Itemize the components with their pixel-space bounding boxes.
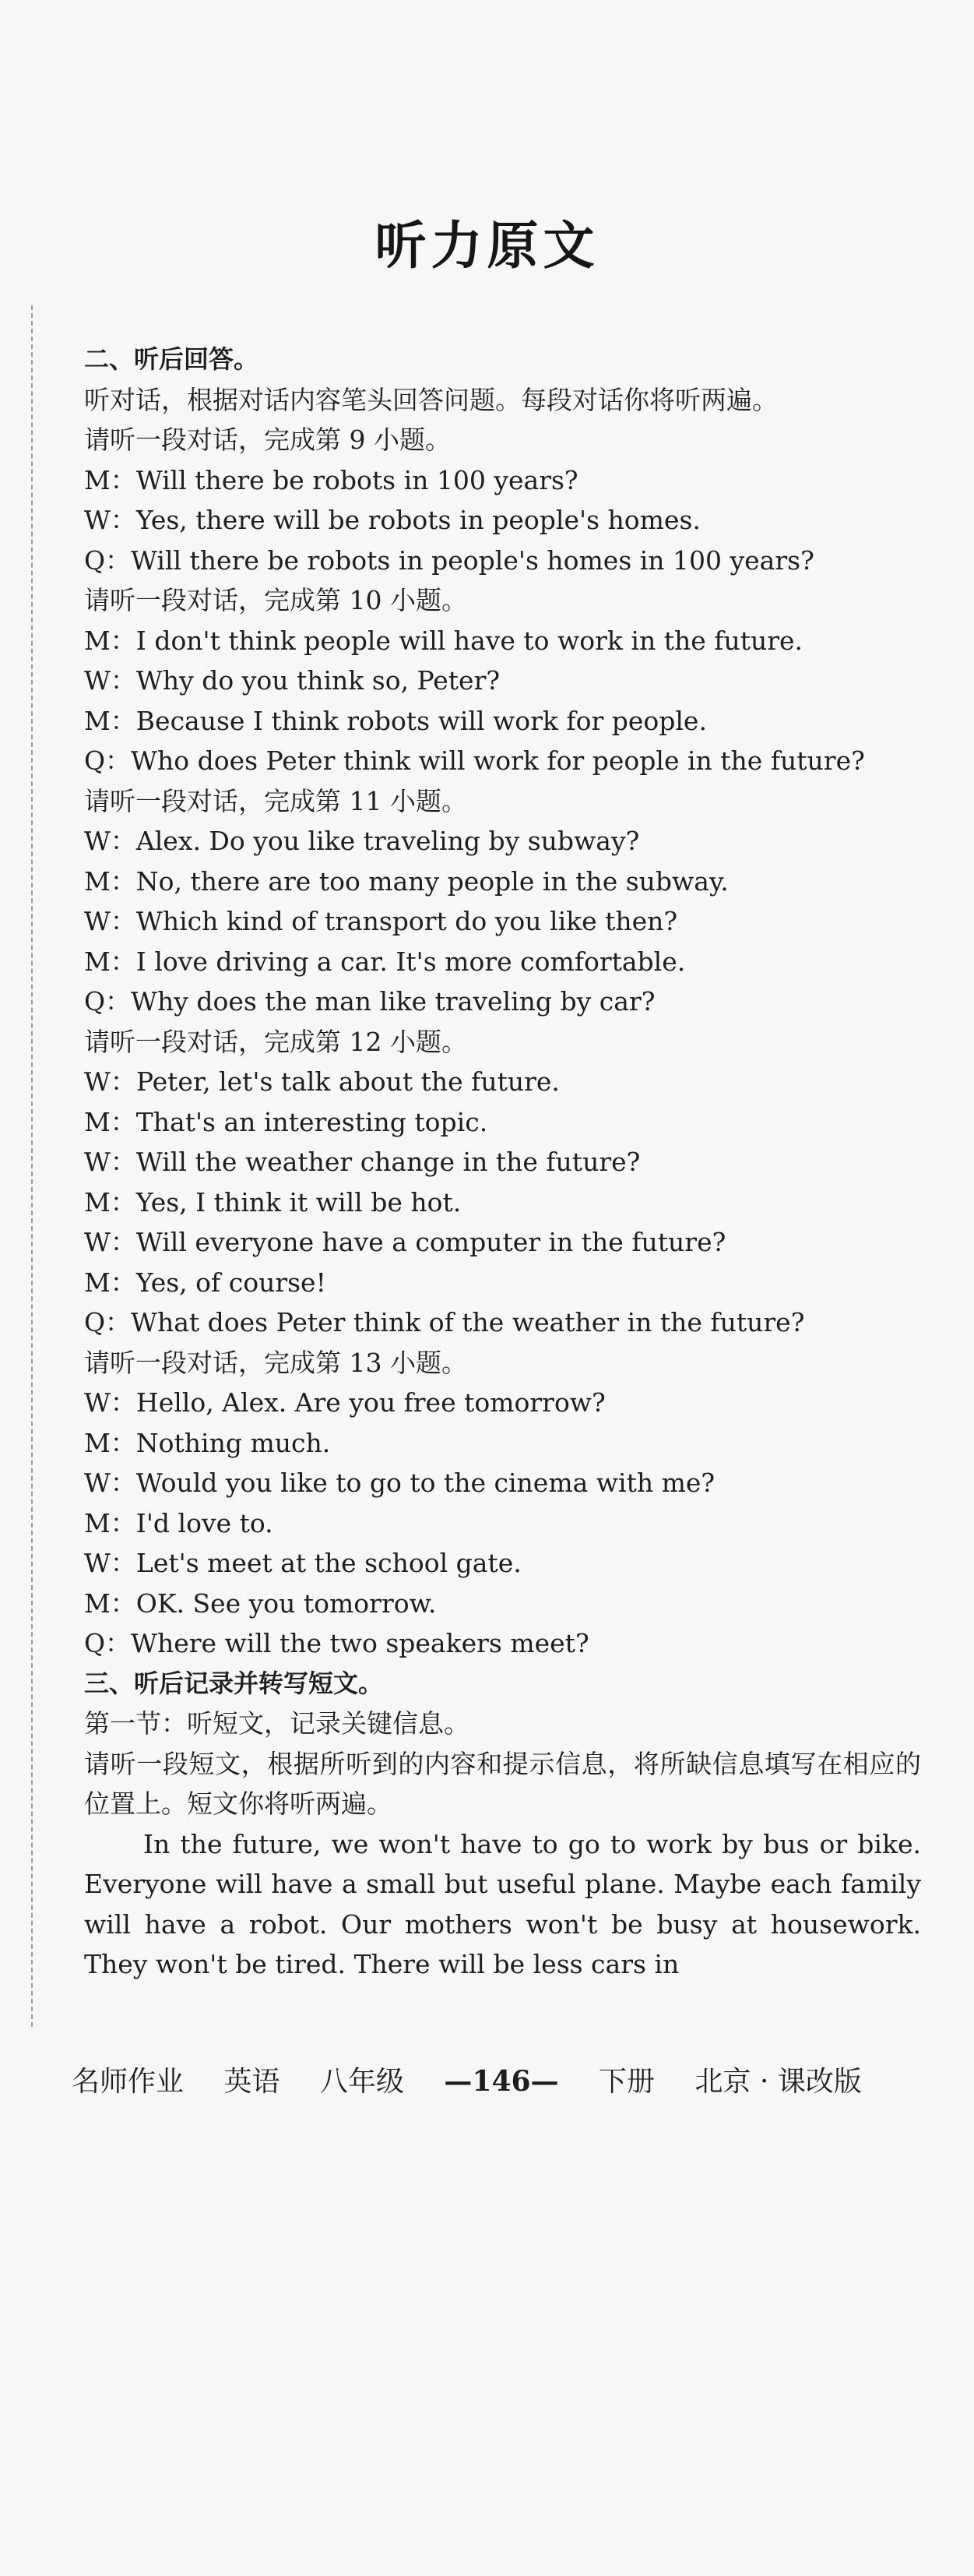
dialogue-line: M：Yes, I think it will be hot. bbox=[84, 1186, 462, 1218]
dialogue-line: M：Because I think robots will work for people. bbox=[84, 705, 707, 736]
page-footer bbox=[72, 2060, 912, 2099]
section-heading: 二、听后回答。 bbox=[84, 344, 259, 374]
footer-volume: 下册 bbox=[599, 2066, 656, 2098]
dialogue-line: W：Alex. Do you like traveling by subway? bbox=[84, 826, 640, 856]
dialogue-line: W：Will the weather change in the future? bbox=[84, 1147, 641, 1177]
footer-page-number: —146— bbox=[444, 2065, 559, 2098]
dialogue-question: Q：Why does the man like traveling by car? bbox=[84, 986, 656, 1017]
dialogue-line: M：Nothing much. bbox=[84, 1427, 331, 1458]
dialogue-line: M：No, there are too many people in the subway. bbox=[84, 865, 729, 897]
dialogue-question: Q：Where will the two speakers meet? bbox=[84, 1628, 589, 1658]
dialogue-question: Q：Who does Peter think will work for people in the future? bbox=[84, 745, 865, 776]
section-instruction: 听对话，根据对话内容笔头回答问题。每段对话你将听两遍。 bbox=[84, 384, 778, 415]
dialogue-line: M：OK. See you tomorrow. bbox=[84, 1588, 437, 1619]
dialogue-line: M：Yes, of course! bbox=[84, 1267, 326, 1298]
dialogue-line: M：I don't think people will have to work in the future. bbox=[84, 625, 803, 656]
footer-grade: 八年级 bbox=[319, 2066, 404, 2098]
dialogue-line: W：Peter, let's talk about the future. bbox=[84, 1066, 560, 1097]
dialogue-line: M：I'd love to. bbox=[84, 1507, 273, 1538]
dialogue-intro: 请听一段对话，完成第 10 小题。 bbox=[84, 585, 467, 615]
dialogue-line: M：I love driving a car. It's more comfortable. bbox=[84, 946, 686, 977]
section-instruction: 请听一段短文，根据所听到的内容和提示信息，将所缺信息填写在相应的位置上。短文你将听两遍。 bbox=[84, 1748, 921, 1819]
footer-edition: 北京 · 课改版 bbox=[694, 2066, 862, 2098]
dialogue-question: Q：What does Peter think of the weather in the future? bbox=[84, 1307, 805, 1337]
dialogue-intro: 请听一段对话，完成第 11 小题。 bbox=[84, 785, 467, 816]
dialogue-intro: 请听一段对话，完成第 12 小题。 bbox=[84, 1026, 467, 1057]
margin-dashed-rule bbox=[31, 305, 33, 2027]
section-heading: 三、听后记录并转写短文。 bbox=[84, 1668, 384, 1698]
dialogue-line: M：Will there be robots in 100 years? bbox=[84, 464, 578, 495]
dialogue-line: W：Hello, Alex. Are you free tomorrow? bbox=[84, 1387, 606, 1418]
footer-subject: 英语 bbox=[223, 2066, 280, 2098]
dialogue-question: Q：Will there be robots in people's homes in 100 years? bbox=[84, 544, 814, 576]
dialogue-line: W：Why do you think so, Peter? bbox=[84, 665, 501, 696]
dialogue-line: W：Let's meet at the school gate. bbox=[84, 1548, 522, 1578]
dialogue-line: W：Which kind of transport do you like then? bbox=[84, 906, 678, 936]
dialogue-line: W：Will everyone have a computer in the future? bbox=[84, 1227, 726, 1257]
passage-text: In the future, we won't have to go to work by bus or bike. Everyone will have a small but useful plane. Maybe each family will have a robot. Our mothers won't be busy at housework. They won't be tired. There will be less cars in bbox=[84, 1828, 921, 1979]
footer-book-title: 名师作业 bbox=[72, 2066, 185, 2098]
dialogue-intro: 请听一段对话，完成第 9 小题。 bbox=[84, 425, 451, 455]
page-title: 听力原文 bbox=[374, 216, 600, 276]
dialogue-line: M：That's an interesting topic. bbox=[84, 1106, 488, 1137]
section-subheading: 第一节：听短文，记录关键信息。 bbox=[84, 1708, 469, 1739]
dialogue-line: W：Yes, there will be robots in people's homes. bbox=[84, 505, 701, 535]
document-body bbox=[84, 340, 921, 1985]
dialogue-intro: 请听一段对话，完成第 13 小题。 bbox=[84, 1347, 467, 1378]
dialogue-line: W：Would you like to go to the cinema with me? bbox=[84, 1468, 716, 1498]
